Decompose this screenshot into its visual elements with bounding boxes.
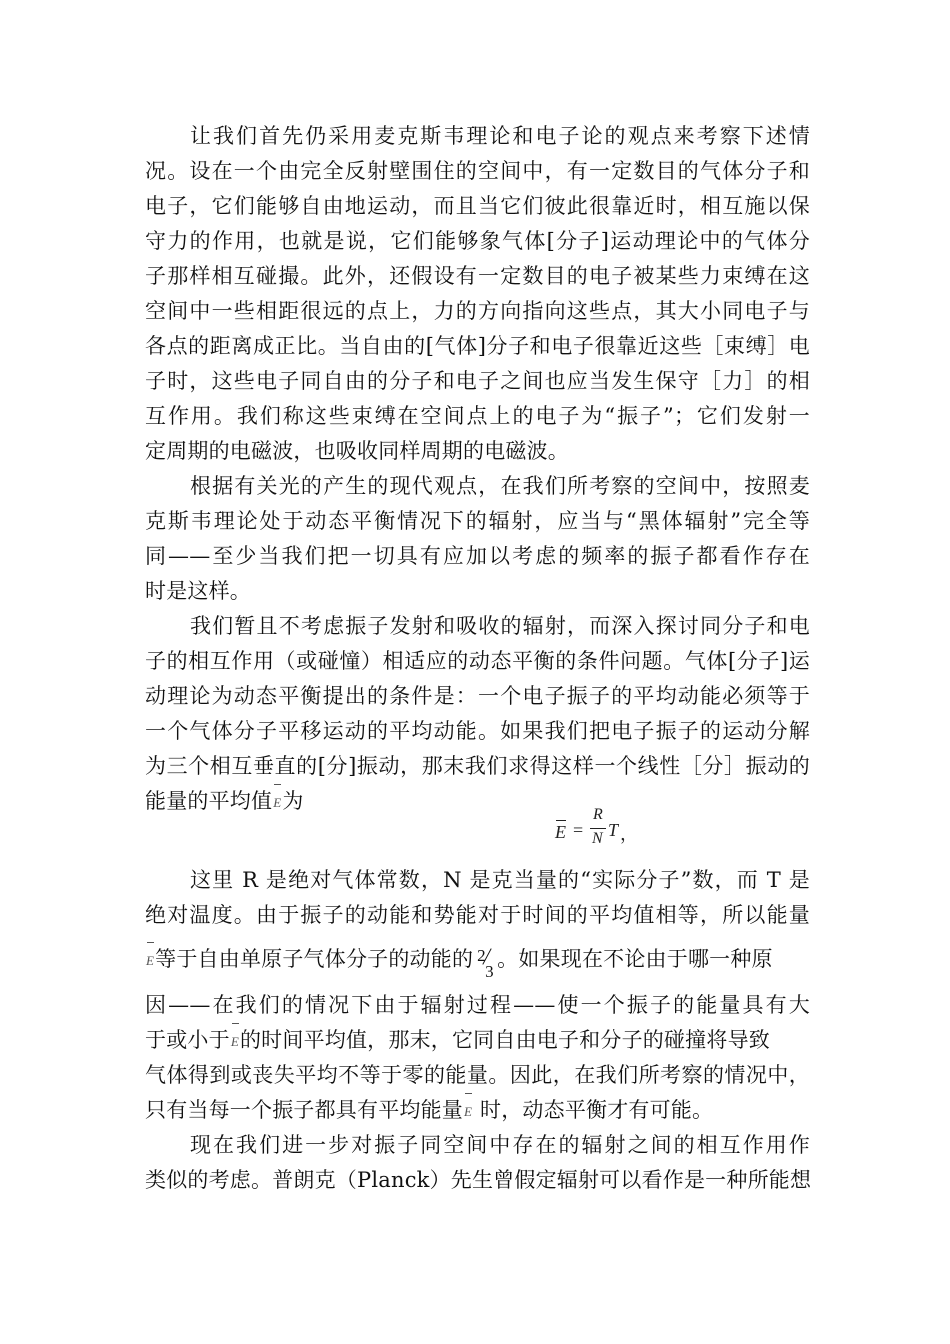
text-line: 互作用。我们称这些束缚在空间点上的电子为“振子”；它们发射一: [145, 404, 810, 428]
text-span: 只有当每一个振子都具有平均能量: [145, 1098, 463, 1122]
text-line: 绝对温度。由于振子的动能和势能对于时间的平均值相等，所以能量: [145, 903, 810, 927]
text-line: 为三个相互垂直的[分]振动，那末我们求得这样一个线性［分］振动的: [145, 754, 810, 778]
text-line: 子的相互作用（或碰憧）相适应的动态平衡的条件问题。气体[分子]运: [145, 649, 810, 673]
text-line: 各点的距离成正比。当自由的[气体]分子和电子很靠近这些［束缚］电: [145, 334, 810, 358]
fraction-denominator: N: [592, 830, 603, 847]
text-line: 子那样相互碰撮。此外，还假设有一定数目的电子被某些力束缚在这: [145, 264, 810, 288]
text-line: 一个气体分子平移运动的平均动能。如果我们把电子振子的运动分解: [145, 719, 810, 743]
text-line: 气体得到或丧失平均不等于零的能量。因此，在我们所考察的情况中，: [145, 1063, 810, 1087]
text-line: 况。设在一个由完全反射壁围住的空间中，有一定数目的气体分子和: [145, 159, 810, 183]
text-line: 定周期的电磁波，也吸收同样周期的电磁波。: [145, 439, 569, 463]
text-line: 类似的考虑。普朗克（Planck）先生曾假定辐射可以看作是一种所能想: [145, 1168, 812, 1192]
equation-mean-energy: [555, 806, 645, 852]
fraction-numerator: R: [593, 806, 603, 823]
text-line: 动理论为动态平衡提出的条件是：一个电子振子的平均动能必须等于: [145, 684, 810, 708]
text-line: 因——在我们的情况下由于辐射过程——使一个振子的能量具有大: [145, 993, 810, 1017]
text-line: 时是这样。: [145, 579, 251, 603]
text-span: 时，动态平衡才有可能。: [473, 1098, 714, 1122]
fraction-bar: [590, 828, 606, 829]
equation-punctuation: ，: [620, 824, 638, 844]
text-line: 电子，它们能够自由地运动，而且当它们彼此很靠近时，相互施以保: [145, 194, 810, 218]
text-line: 空间中一些相距很远的点上，力的方向指向这些点，其大小同电子与: [145, 299, 810, 323]
text-line: [145, 1092, 810, 1128]
mean-energy-symbol: E: [464, 1092, 472, 1130]
text-line: 根据有关光的产生的现代观点，在我们所考察的空间中，按照麦: [190, 474, 810, 498]
equation-lhs: E: [555, 822, 566, 842]
fraction-two-thirds: [473, 942, 497, 981]
overbar: [556, 820, 566, 821]
mean-energy-symbol: E: [231, 1022, 239, 1060]
fraction-denominator: 3: [485, 962, 494, 981]
text-line: 同——至少当我们把一切具有应加以考虑的频率的振子都看作存在: [145, 544, 810, 568]
fraction-numerator: 2: [477, 946, 486, 965]
text-line: 守力的作用，也就是说，它们能够象气体[分子]运动理论中的气体分: [145, 229, 810, 253]
text-span: 于或小于: [145, 1028, 230, 1052]
text-line: [145, 1022, 810, 1058]
text-span: 的时间平均值，那末，它同自由电子和分子的碰撞将导致: [239, 1028, 770, 1052]
text-line: 让我们首先仍采用麦克斯韦理论和电子论的观点来考察下述情: [190, 124, 810, 148]
equals-sign: =: [573, 820, 584, 840]
equation-factor: T: [608, 820, 619, 840]
text-span: 。如果现在不论由于哪一种原: [497, 947, 773, 971]
text-line: 这里 R 是绝对气体常数，N 是克当量的“实际分子”数，而 T 是: [190, 868, 810, 892]
text-line: 我们暂且不考虑振子发射和吸收的辐射，而深入探讨同分子和电: [190, 614, 810, 638]
text-line: [145, 941, 810, 981]
mean-energy-symbol: E: [146, 941, 154, 979]
text-span: 为: [282, 789, 304, 813]
text-span: 等于自由单原子气体分子的动能的: [155, 947, 474, 971]
mean-energy-symbol: E: [273, 783, 281, 821]
text-line: [145, 783, 810, 819]
text-line: 现在我们进一步对振子同空间中存在的辐射之间的相互作用作: [190, 1133, 810, 1157]
text-line: 子时，这些电子同自由的分子和电子之间也应当发生保守［力］的相: [145, 369, 810, 393]
text-line: 克斯韦理论处于动态平衡情况下的辐射，应当与“黑体辐射”完全等: [145, 509, 810, 533]
text-span: 能量的平均值: [145, 789, 273, 813]
